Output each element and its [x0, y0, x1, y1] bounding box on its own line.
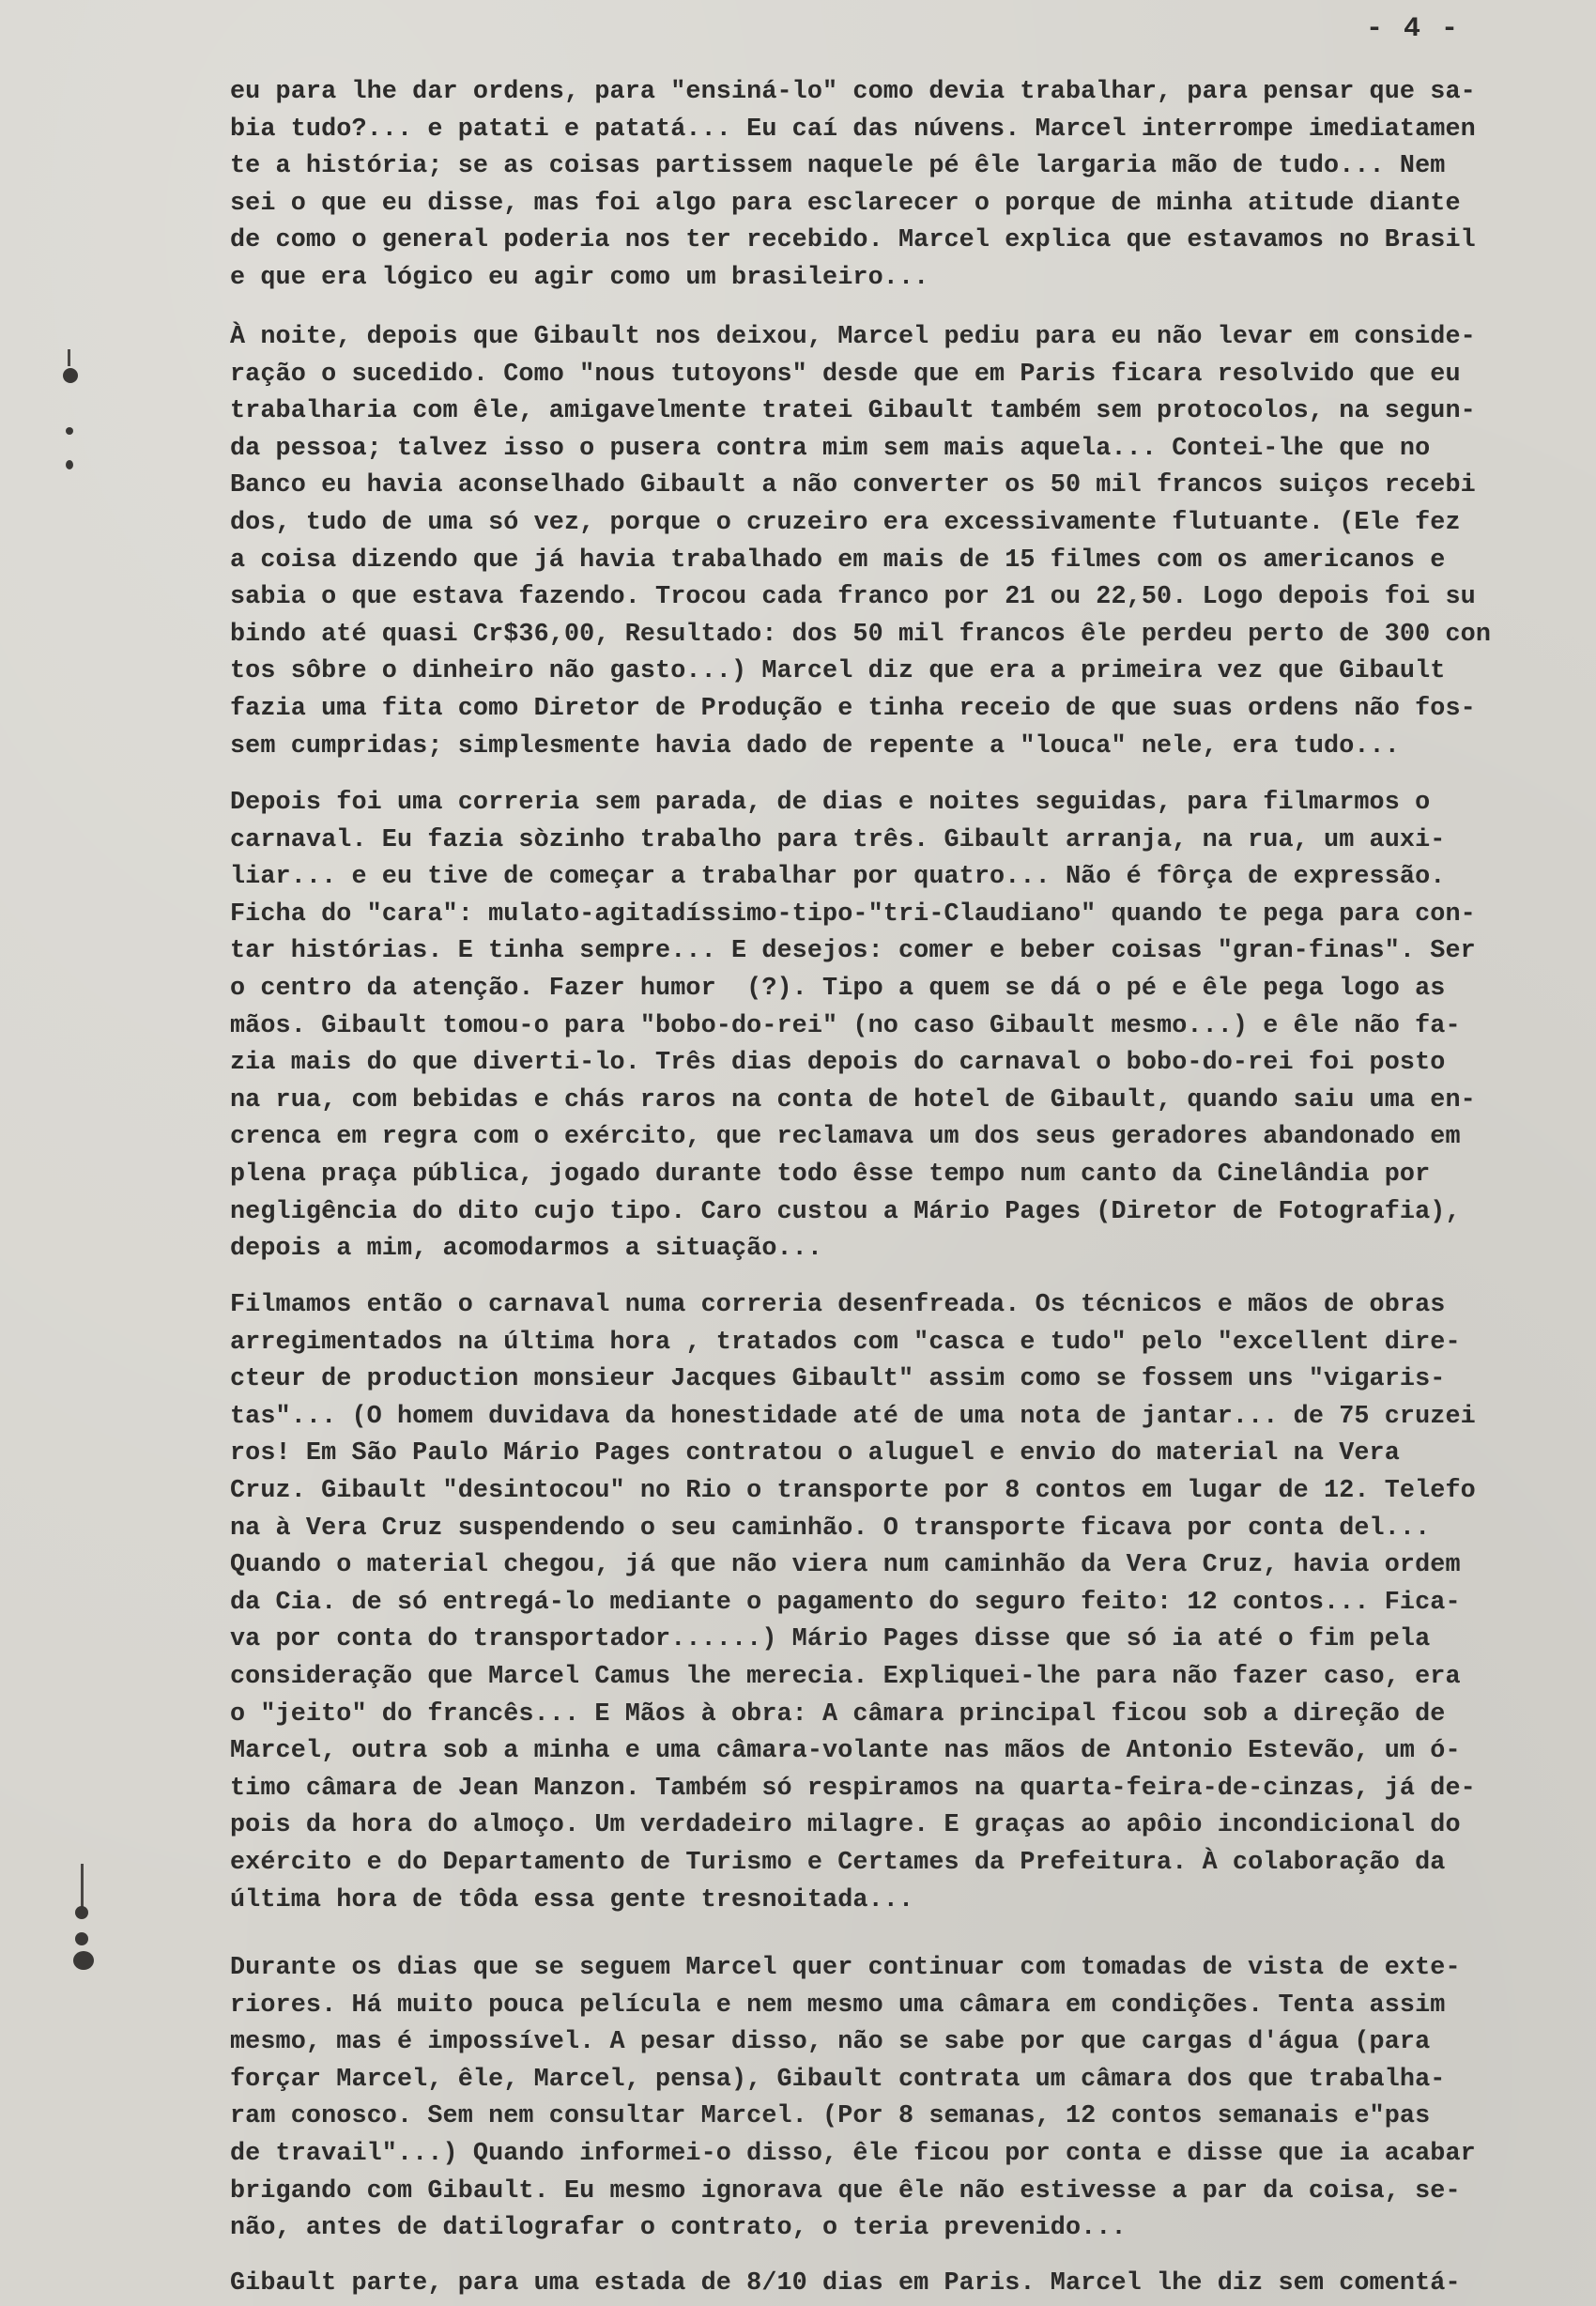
paragraph-1: eu para lhe dar ordens, para "ensiná-lo" como devia trabalhar, para pensar que sa- bia tudo?... e patati e patatá... Eu caí das núvens. Marcel interrompe imediatamen te a história; se as coisas partissem naquele pé êle largaria mão de tudo... Nem sei o que eu disse, mas foi algo para esclarecer o porque de minha atitude diante de como o general poderia nos ter recebido. Marcel explica que estavamos no Brasil e que era lógico eu agir como um brasileiro...: [230, 78, 1476, 292]
punch-mark-top-1: [63, 368, 78, 383]
paragraph-3: Depois foi uma correria sem parada, de dias e noites seguidas, para filmarmos o carnaval. Eu fazia sòzinho trabalho para três. Gibault arranja, na rua, um auxi- liar... e eu tive de começar a trabalhar por quatro... Não é fôrça de expressão. Ficha do "cara": mulato-agitadíssimo-tipo-"tri-Claudiano" quando te pega para con- tar histórias. E tinha sempre... E desejos: comer e beber coisas "gran-finas". Ser o centro da atenção. Fazer humor (?). Tipo a quem se dá o pé e êle pega logo as mãos. Gibault tomou-o para "bobo-do-rei" (no caso Gibault mesmo...) e êle não fa- zia mais do que diverti-lo. Três dias depois do carnaval o bobo-do-rei foi posto na rua, com bebidas e chás raros na conta de hotel de Gibault, quando saiu uma en- crenca em regra com o exército, que reclamava um dos seus geradores abandonado em plena praça pública, jogado durante todo êsse tempo num canto da Cinelândia por negligência do dito cujo tipo. Caro custou a Mário Pages (Diretor de Fotografia), depois a mim, acomodarmos a situação...: [230, 789, 1476, 1264]
punch-mark-bottom-2: [75, 1932, 88, 1945]
paragraph-5: Durante os dias que se seguem Marcel quer continuar com tomadas de vista de exte- riores. Há muito pouca película e nem mesmo uma câmara em condições. Tenta assim mesmo, mas é impossível. A pesar disso, não se sabe por que cargas d'água (para forçar Marcel, êle, Marcel, pensa), Gibault contrata um câmara dos que trabalha- ram conosco. Sem nem consultar Marcel. (Por 8 semanas, 12 contos semanais e"pas de travail"...) Quando informei-o disso, êle ficou por conta e disse que ia acabar brigando com Gibault. Eu mesmo ignorava que êle não estivesse a par da coisa, se- não, antes de datilografar o contrato, o teria prevenido...: [230, 1954, 1476, 2243]
punch-mark-bottom-1: [75, 1906, 88, 1919]
punch-mark-top-bar: [68, 349, 70, 366]
punch-mark-bottom-3: [73, 1951, 94, 1970]
punch-mark-top-3: [66, 460, 73, 469]
page-number: - 4 -: [1366, 13, 1461, 45]
paragraph-4: Filmamos então o carnaval numa correria desenfreada. Os técnicos e mãos de obras arregimentados na última hora , tratados com "casca e tudo" pelo "excellent dire- cteur de production monsieur Jacques Gibault" assim como se fossem uns "vigaris- tas"... (O homem duvidava da honestidade até de uma nota de jantar... de 75 cruzei ros! Em São Paulo Mário Pages contratou o aluguel e envio do material na Vera Cruz. Gibault "desintocou" no Rio o transporte por 8 contos em lugar de 12. Telefo na à Vera Cruz suspendendo o seu caminhão. O transporte ficava por conta del... Quando o material chegou, já que não viera num caminhão da Vera Cruz, havia ordem da Cia. de só entregá-lo mediante o pagamento do seguro feito: 12 contos... Fica- va por conta do transportador......) Mário Pages disse que só ia até o fim pela consideração que Marcel Camus lhe merecia. Expliquei-lhe para não fazer caso, era o "jeito" do francês... E Mãos à obra: A câmara principal ficou sob a direção de Marcel, outra sob a minha e uma câmara-volante nas mãos de Antonio Estevão, um ó- timo câmara de Jean Manzon. Também só respiramos na quarta-feira-de-cinzas, já de- pois da hora do almoço. Um verdadeiro milagre. E graças ao apôio incondicional do exército e do Departamento de Turismo e Certames da Prefeitura. À colaboração da última hora de tôda essa gente tresnoitada...: [230, 1291, 1476, 1914]
paragraph-6: Gibault parte, para uma estada de 8/10 dias em Paris. Marcel lhe diz sem comentá-: [230, 2269, 1461, 2298]
punch-mark-top-2: [66, 427, 73, 435]
punch-mark-bottom-bar: [81, 1864, 84, 1909]
paragraph-2: À noite, depois que Gibault nos deixou, Marcel pediu para eu não levar em conside- ração o sucedido. Como "nous tutoyons" desde que em Paris ficara resolvido que eu trabalharia com êle, amigavelmente tratei Gibault também sem protocolos, na segun- da pessoa; talvez isso o pusera contra mim sem mais aquela... Contei-lhe que no Banco eu havia aconselhado Gibault a não converter os 50 mil francos suiços recebi dos, tudo de uma só vez, porque o cruzeiro era excessivamente flutuante. (Ele fez a coisa dizendo que já havia trabalhado em mais de 15 filmes com os americanos e sabia o que estava fazendo. Trocou cada franco por 21 ou 22,50. Logo depois foi su bindo até quasi Cr$36,00, Resultado: dos 50 mil francos êle perdeu perto de 300 con tos sôbre o dinheiro não gasto...) Marcel diz que era a primeira vez que Gibault fazia uma fita como Diretor de Produção e tinha receio de que suas ordens não fos- sem cumpridas; simplesmente havia dado de repente a "louca" nele, era tudo...: [230, 323, 1492, 761]
